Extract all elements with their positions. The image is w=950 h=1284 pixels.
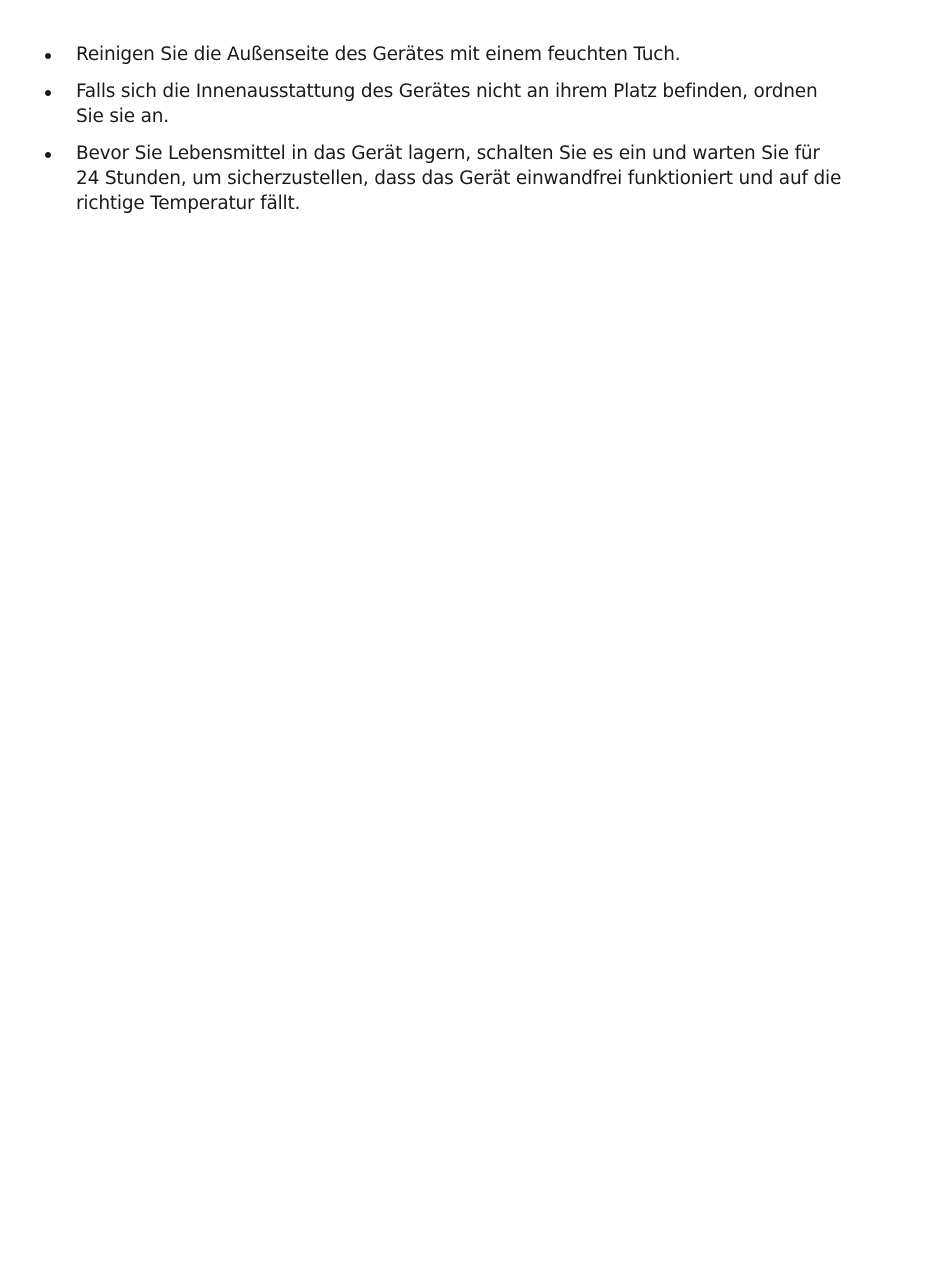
bullet-icon <box>45 90 51 96</box>
instruction-list <box>40 42 900 228</box>
list-item <box>40 141 900 216</box>
list-item <box>40 79 900 129</box>
list-item-text: Falls sich die Innenausstattung des Gerätes nicht an ihrem Platz befinden, ordnen Sie sie an. <box>76 81 818 127</box>
list-item-text: Bevor Sie Lebensmittel in das Gerät lagern, schalten Sie es ein und warten Sie für 24 Stunden, um sicherzustellen, dass das Gerät einwandfrei funktioniert und auf die richtige Temperatur fällt. <box>76 143 842 214</box>
bullet-icon <box>45 152 51 158</box>
bullet-icon <box>45 53 51 59</box>
list-item-text: Reinigen Sie die Außenseite des Gerätes mit einem feuchten Tuch. <box>76 44 681 65</box>
list-item <box>40 42 900 67</box>
